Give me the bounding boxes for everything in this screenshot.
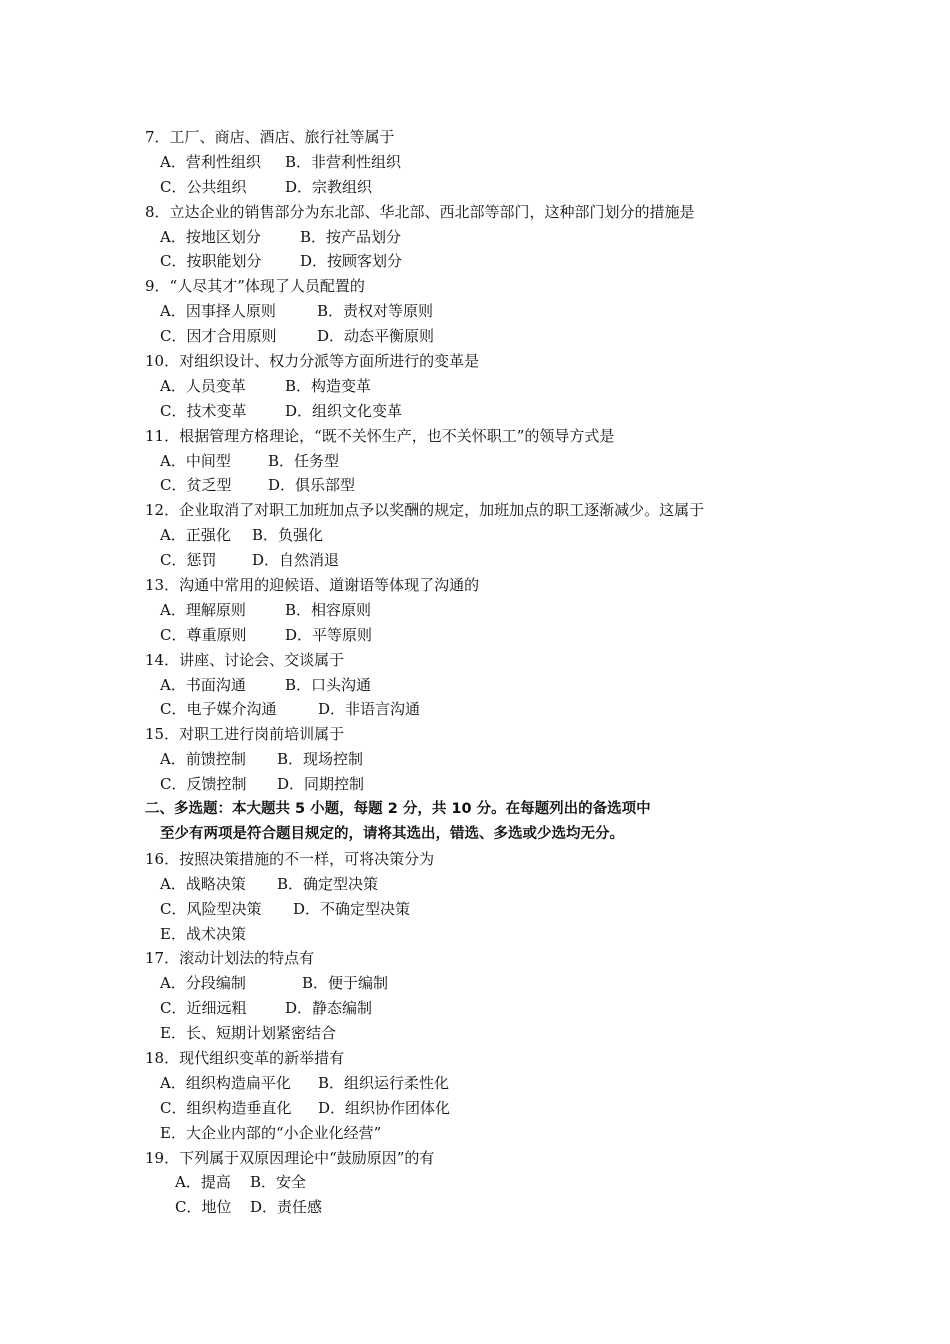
option-row <box>145 548 865 573</box>
option-a: A．营利性组织 <box>160 152 261 171</box>
option-row <box>145 1096 865 1121</box>
option-c: C．尊重原则 <box>160 625 247 644</box>
option-d: D．宗教组织 <box>285 177 373 196</box>
option-row <box>145 399 865 424</box>
option-d: D．同期控制 <box>277 775 365 794</box>
option-b: B．按产品划分 <box>300 227 402 246</box>
section-instructions: 至少有两项是符合题目规定的，请将其选出，错选、多选或少选均无分。 <box>160 825 624 842</box>
option-row <box>145 1071 865 1096</box>
option-c: C．反馈控制 <box>160 775 247 794</box>
option-a: A．书面沟通 <box>160 675 246 694</box>
option-row <box>145 971 865 996</box>
option-d: D．组织文化变革 <box>285 401 403 420</box>
option-e: E．大企业内部的“小企业化经营” <box>160 1123 382 1142</box>
option-row <box>145 175 865 200</box>
option-c: C．贫乏型 <box>160 476 232 495</box>
question-stem: 9．“人尽其才”体现了人员配置的 <box>145 277 365 296</box>
question-stem: 18．现代组织变革的新举措有 <box>145 1048 345 1067</box>
option-row <box>145 249 865 274</box>
option-d: D．按顾客划分 <box>300 252 403 271</box>
option-b: B．相容原则 <box>285 600 372 619</box>
option-a: A．前馈控制 <box>160 750 246 769</box>
option-e: E．战术决策 <box>160 924 246 943</box>
option-a: A．按地区划分 <box>160 227 261 246</box>
option-b: B．现场控制 <box>277 750 364 769</box>
option-b: B．非营利性组织 <box>285 152 402 171</box>
option-row <box>145 598 865 623</box>
option-row <box>145 1195 865 1220</box>
question-stem: 13．沟通中常用的迎候语、道谢语等体现了沟通的 <box>145 576 480 595</box>
option-d: D．俱乐部型 <box>268 476 356 495</box>
option-row <box>145 673 865 698</box>
option-c: C．公共组织 <box>160 177 247 196</box>
option-row <box>145 747 865 772</box>
option-b: B．确定型决策 <box>277 874 379 893</box>
question-stem: 12．企业取消了对职工加班加点予以奖酬的规定，加班加点的职工逐渐减少。这属于 <box>145 501 705 520</box>
question-stem: 16．按照决策措施的不一样，可将决策分为 <box>145 849 435 868</box>
option-row <box>145 374 865 399</box>
option-row <box>145 150 865 175</box>
question-stem: 14．讲座、讨论会、交谈属于 <box>145 650 345 669</box>
option-row <box>145 697 865 722</box>
option-row <box>145 996 865 1021</box>
option-d: D．自然消退 <box>252 551 340 570</box>
option-b: B．口头沟通 <box>285 675 372 694</box>
option-a: A．战略决策 <box>160 874 246 893</box>
option-c: C．近细远粗 <box>160 999 247 1018</box>
option-c: C．地位 <box>175 1198 232 1217</box>
option-a: A．人员变革 <box>160 376 246 395</box>
option-b: B．负强化 <box>252 526 324 545</box>
option-row <box>145 299 865 324</box>
option-a: A．提高 <box>175 1173 231 1192</box>
option-row <box>145 473 865 498</box>
option-c: C．组织构造垂直化 <box>160 1098 292 1117</box>
option-c: C．因才合用原则 <box>160 327 277 346</box>
option-a: A．因事择人原则 <box>160 302 276 321</box>
option-a: A．组织构造扁平化 <box>160 1073 291 1092</box>
option-b: B．便于编制 <box>302 974 389 993</box>
option-a: A．中间型 <box>160 451 231 470</box>
option-row <box>145 324 865 349</box>
option-c: C．按职能划分 <box>160 252 262 271</box>
option-row <box>145 623 865 648</box>
question-stem: 11．根据管理方格理论，“既不关怀生产，也不关怀职工”的领导方式是 <box>145 426 615 445</box>
option-b: B．责权对等原则 <box>317 302 434 321</box>
option-a: A．分段编制 <box>160 974 246 993</box>
question-stem: 7．工厂、商店、酒店、旅行社等属于 <box>145 128 395 146</box>
option-row <box>145 523 865 548</box>
option-e: E．长、短期计划紧密结合 <box>160 1024 336 1043</box>
question-stem: 19．下列属于双原因理论中“鼓励原因”的有 <box>145 1148 435 1167</box>
question-stem: 17．滚动计划法的特点有 <box>145 949 315 968</box>
option-b: B．构造变革 <box>285 376 372 395</box>
option-a: A．正强化 <box>160 526 231 545</box>
option-d: D．动态平衡原则 <box>317 327 435 346</box>
question-stem: 8．立达企业的销售部分为东北部、华北部、西北部等部门，这种部门划分的措施是 <box>145 202 695 221</box>
section-heading: 二、多选题：本大题共 5 小题，每题 2 分，共 10 分。在每题列出的备选项中 <box>145 801 651 818</box>
option-row <box>145 872 865 897</box>
option-c: C．风险型决策 <box>160 899 262 918</box>
option-d: D．不确定型决策 <box>293 899 411 918</box>
option-row <box>145 1021 865 1046</box>
option-d: D．静态编制 <box>285 999 373 1018</box>
option-row <box>145 897 865 922</box>
option-row <box>145 1121 865 1146</box>
question-stem: 10．对组织设计、权力分派等方面所进行的变革是 <box>145 352 480 371</box>
option-row <box>145 772 865 797</box>
option-a: A．理解原则 <box>160 600 246 619</box>
option-b: B．安全 <box>250 1173 307 1192</box>
option-d: D．组织协作团体化 <box>318 1098 451 1117</box>
option-d: D．平等原则 <box>285 625 373 644</box>
option-row <box>145 449 865 474</box>
option-d: D．非语言沟通 <box>318 700 421 719</box>
option-c: C．电子媒介沟通 <box>160 700 277 719</box>
option-c: C．技术变革 <box>160 401 247 420</box>
option-row <box>145 922 865 947</box>
option-d: D．责任感 <box>250 1198 323 1217</box>
option-row <box>145 225 865 250</box>
option-c: C．惩罚 <box>160 551 217 570</box>
exam-content <box>145 125 865 1220</box>
option-row <box>145 1170 865 1195</box>
question-stem: 15．对职工进行岗前培训属于 <box>145 725 345 744</box>
option-b: B．组织运行柔性化 <box>318 1073 450 1092</box>
option-b: B．任务型 <box>268 451 340 470</box>
